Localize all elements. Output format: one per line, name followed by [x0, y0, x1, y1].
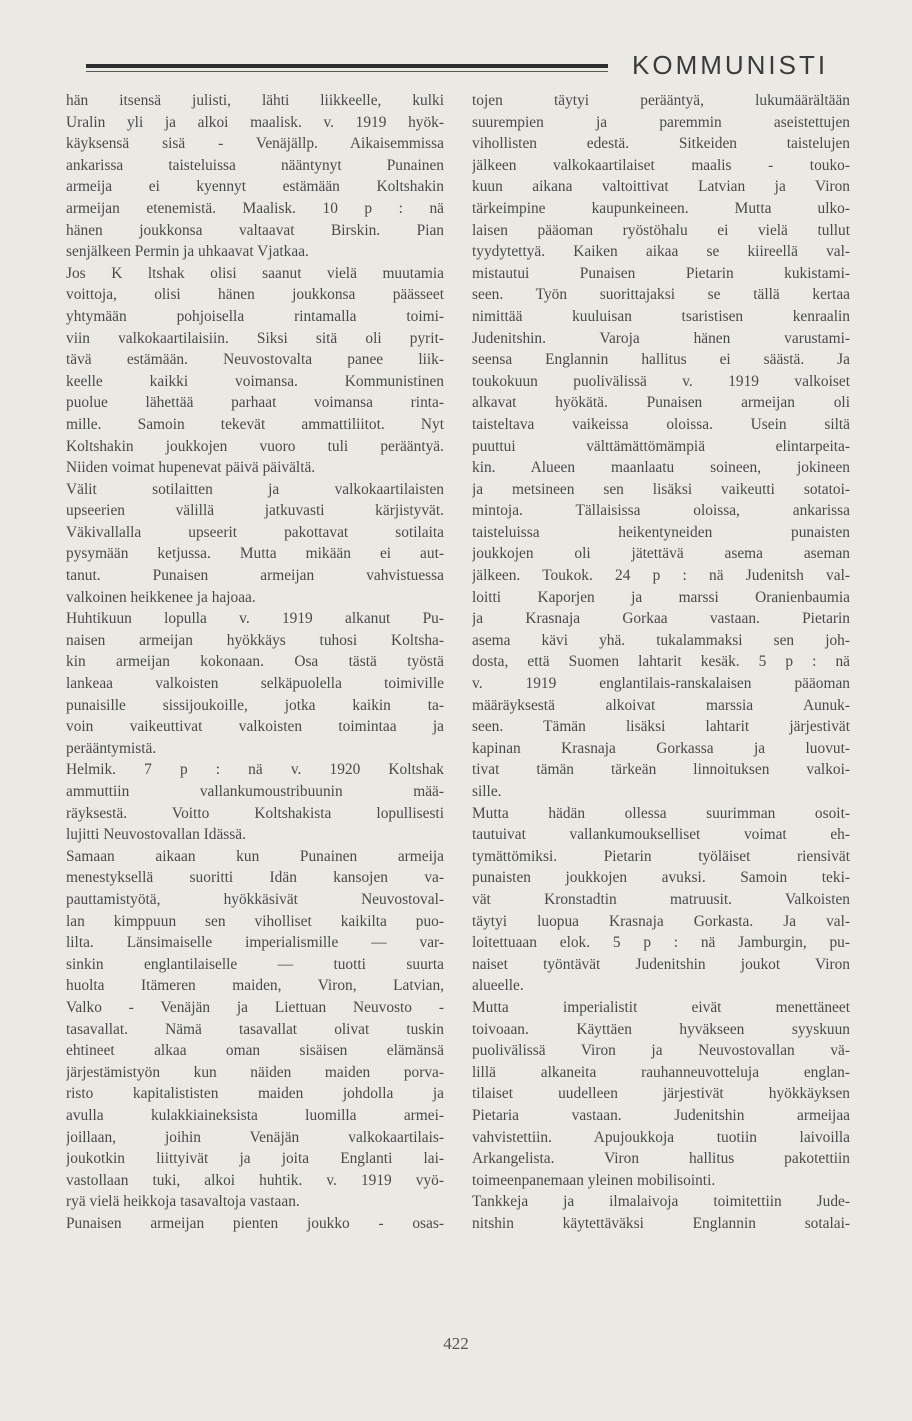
right-text-column [472, 90, 850, 1234]
text-line: Uralin yli ja alkoi maalisk. v. 1919 hyök- [66, 113, 444, 131]
text-line: laisen pääoman ryöstöhalu ei vielä tullut [472, 221, 850, 239]
text-line: senjälkeen Permin ja uhkaavat Vjatkaa. [66, 243, 309, 261]
text-line: naisen armeijan hyökkäys tuhosi Koltsha- [66, 631, 444, 649]
text-line: määräyksestä alkoivat marssia Aunuk- [472, 696, 850, 714]
text-line: puolivälissä Viron ja Neuvostovallan vä- [472, 1042, 850, 1060]
text-line: Helmik. 7 p : nä v. 1920 Koltshak [66, 761, 444, 779]
text-line: vastollaan tuki, alkoi huhtik. v. 1919 vyö- [66, 1171, 444, 1189]
text-line: ryä vielä heikkoja tasavaltoja vastaan. [66, 1193, 300, 1211]
text-line: dosta, että Suomen lahtarit kesäk. 5 p : nä [472, 653, 850, 671]
text-line: täytyi luopua Krasnaja Gorkasta. Ja val- [472, 912, 850, 930]
text-line: tärkeimpine kaupunkeineen. Mutta ulko- [472, 199, 850, 217]
text-line: ja metsineen sen lisäksi vaikeutti sotatoi- [472, 480, 850, 498]
text-line: loitettuaan elok. 5 p : nä Jamburgin, pu- [472, 934, 850, 952]
text-line: armeija ei kyennyt estämään Koltshakin [66, 178, 444, 196]
text-line: nimittää kuuluisan tsaristisen kenraalin [472, 307, 850, 325]
text-line: upseerien välillä jatkuvasti kärjistyvät. [66, 502, 444, 520]
text-line: yhtymään pohjoisella rintamalla toimi- [66, 307, 444, 325]
text-line: viin valkokaartilaisiin. Siksi sitä oli pyrit- [66, 329, 444, 347]
text-line: alueelle. [472, 977, 524, 995]
text-line: taisteltava vaikeissa oloissa. Usein siltä [472, 415, 850, 433]
running-header-title: KOMMUNISTI [632, 50, 829, 80]
text-line: seen. Tämän lisäksi lahtarit järjestivät [472, 718, 850, 736]
text-line: mille. Samoin tekevät ammattiliitot. Nyt [66, 415, 444, 433]
text-line: lillä alkaneita rauhanneuvotteluja englan- [472, 1063, 850, 1081]
text-line: sille. [472, 783, 502, 800]
text-line: tanut. Punaisen armeijan vahvistuessa [66, 567, 444, 585]
text-line: ammuttiin vallankumoustribuunin mää- [66, 783, 444, 800]
text-line: Koltshakin joukkojen vuoro tuli perääntyä. [66, 437, 444, 455]
text-line: tävä estämään. Neuvostovalta panee liik- [66, 351, 444, 369]
text-line: järjestämistyön kun näiden maiden porva- [66, 1063, 444, 1081]
text-line: kapinan Krasnaja Gorkassa ja luovut- [472, 739, 850, 757]
text-line: seensa Englannin hallitus ei säästä. Ja [472, 351, 850, 369]
text-line: räyksestä. Voitto Koltshakista lopullisesti [66, 804, 444, 822]
text-line: Mutta imperialistit eivät menettäneet [472, 998, 850, 1016]
text-line: mintoja. Tällaisissa oloissa, ankarissa [472, 502, 850, 520]
text-line: hän itsensä julisti, lähti liikkeelle, kulki [66, 92, 444, 109]
text-line: tasavallat. Nämä tasavallat olivat tuskin [66, 1020, 444, 1038]
text-line: voittoja, olisi hänen joukkonsa päässeet [66, 286, 444, 304]
text-line: lilta. Länsimaiselle imperialismille — var- [66, 934, 444, 952]
text-line: toukokuun puolivälissä v. 1919 valkoiset [472, 372, 850, 390]
text-line: punaisten joukkojen avuksi. Samoin teki- [472, 869, 850, 887]
text-line: toivoaan. Käyttäen hyväkseen syyskuun [472, 1020, 850, 1038]
text-line: Väkivallalla upseerit pakottavat sotilaita [66, 523, 444, 541]
text-line: voin vaikeuttivat valkoisten toimintaa ja [66, 718, 444, 736]
text-line: kuun aikana valtoittivat Latvian ja Viron [472, 178, 850, 196]
text-line: Pietaria vastaan. Judenitshin armeijaa [472, 1106, 850, 1124]
text-line: Arkangelista. Viron hallitus pakotettiin [472, 1150, 850, 1168]
text-line: loitti Kaporjen ja marssi Oranienbaumia [472, 588, 850, 606]
text-line: taisteluissa heikentyneiden punaisten [472, 523, 850, 541]
text-line: Punaisen armeijan pienten joukko - osas- [66, 1214, 444, 1232]
text-line: toimeenpanemaan yleinen mobilisointi. [472, 1171, 716, 1189]
text-line: alkavat hyökätä. Punaisen armeijan oli [472, 394, 850, 412]
text-line: pauttamistyötä, hyökkäsivät Neuvostoval- [66, 890, 444, 908]
text-line: risto kapitalististen maiden johdolla ja [66, 1085, 444, 1103]
text-line: Niiden voimat hupenevat päivä päivältä. [66, 459, 316, 477]
header-rule [86, 64, 608, 68]
text-line: ja Krasnaja Gorkaa vastaan. Pietarin [472, 610, 850, 628]
text-line: naiset työntävät Judenitshin joukot Viron [472, 955, 850, 973]
text-line: sinkin englantilaiselle — tuotti suurta [66, 955, 444, 973]
left-text-column [66, 90, 444, 1234]
text-line: Tankkeja ja ilmalaivoja toimitettiin Jude- [472, 1193, 850, 1211]
text-line: tilaiset uudelleen järjestivät hyökkäyksen [472, 1085, 850, 1103]
text-line: vihollisten edestä. Sitkeiden taistelujen [472, 135, 850, 153]
text-line: valkoinen heikkenee ja hajoaa. [66, 588, 256, 606]
text-line: v. 1919 englantilais-ranskalaisen pääoman [472, 675, 850, 693]
text-line: nitshin käytettäväksi Englannin sotalai- [472, 1214, 850, 1232]
text-line: joukkojen oli jätettävä asema aseman [472, 545, 850, 563]
text-line: kin armeijan kokonaan. Osa tästä työstä [66, 653, 444, 671]
text-line: Mutta hädän ollessa suurimman osoit- [472, 804, 850, 822]
text-line: seen. Työn suorittajaksi se tällä kertaa [472, 286, 850, 304]
text-line: tivat tämän tärkeän linnoituksen valkoi- [472, 761, 850, 779]
text-line: käyksensä sisä - Venäjällp. Aikaisemmissa [66, 135, 444, 153]
text-line: Huhtikuun lopulla v. 1919 alkanut Pu- [66, 610, 444, 628]
text-line: ankarissa taisteluissa nääntynyt Punainen [66, 156, 444, 174]
text-line: jälkeen. Toukok. 24 p : nä Judenitsh val- [472, 567, 850, 585]
text-line: kin. Alueen maanlaatu soineen, jokineen [472, 459, 850, 477]
text-line: Välit sotilaitten ja valkokaartilaisten [66, 480, 444, 498]
text-line: hänen joukkonsa valtaavat Birskin. Pian [66, 221, 444, 239]
text-line: tojen täytyi perääntyä, lukumäärältään [472, 92, 850, 109]
text-line: joukotkin liittyivät ja joita Englanti lai- [66, 1150, 444, 1168]
page-number: 422 [443, 1334, 469, 1353]
text-line: vahvistettiin. Apujoukkoja tuotiin laivoilla [472, 1128, 850, 1146]
header-rule-thin [86, 71, 608, 72]
text-line: avulla kulakkiaineksista luomilla armei- [66, 1106, 444, 1124]
text-line: Judenitshin. Varoja hänen varustami- [472, 329, 850, 347]
text-line: ehtineet alkaa oman sisäisen elämänsä [66, 1042, 444, 1060]
text-line: tautuivat vallankumoukselliset voimat eh- [472, 826, 850, 844]
text-line: huolta Itämeren maiden, Viron, Latvian, [66, 977, 444, 995]
text-line: tyydytettyä. Kaiken aikaa se kiireellä val- [472, 243, 850, 261]
text-line: lan kimppuun sen viholliset kaikilta puo- [66, 912, 444, 930]
text-line: Valko - Venäjän ja Liettuan Neuvosto - [66, 998, 444, 1016]
text-line: asema kävi yhä. tukalammaksi sen joh- [472, 631, 850, 649]
text-line: armeijan etenemistä. Maalisk. 10 p : nä [66, 199, 444, 217]
text-line: suurempien ja paremmin aseistettujen [472, 113, 850, 131]
text-line: lujitti Neuvostovallan Idässä. [66, 826, 246, 844]
text-line: joillaan, joihin Venäjän valkokaartilais- [66, 1128, 444, 1146]
text-line: Jos K ltshak olisi saanut vielä muutamia [66, 264, 444, 282]
text-line: perääntymistä. [66, 739, 157, 757]
text-line: vät Kronstadtin matruusit. Valkoisten [472, 890, 850, 908]
text-line: mistautui Punaisen Pietarin kukistami- [472, 264, 850, 282]
text-line: jälkeen valkokaartilaiset maalis - touko- [472, 156, 850, 174]
text-line: menestyksellä suoritti Idän kansojen va- [66, 869, 444, 887]
text-line: tymättömiksi. Pietarin työläiset riensivät [472, 847, 850, 865]
text-line: puuttui välttämättömämpiä elintarpeita- [472, 437, 850, 455]
text-line: lankeaa valkoisten selkäpuolella toimiville [66, 675, 444, 693]
text-line: puolue lähettää parhaat voimansa rinta- [66, 394, 444, 412]
text-line: keelle kaikki voimansa. Kommunistinen [66, 372, 444, 390]
text-line: Samaan aikaan kun Punainen armeija [66, 847, 444, 865]
text-line: punaisille sissijoukoille, jotka kaikin ta- [66, 696, 444, 714]
text-line: pysymään ketjussa. Mutta mikään ei aut- [66, 545, 444, 563]
